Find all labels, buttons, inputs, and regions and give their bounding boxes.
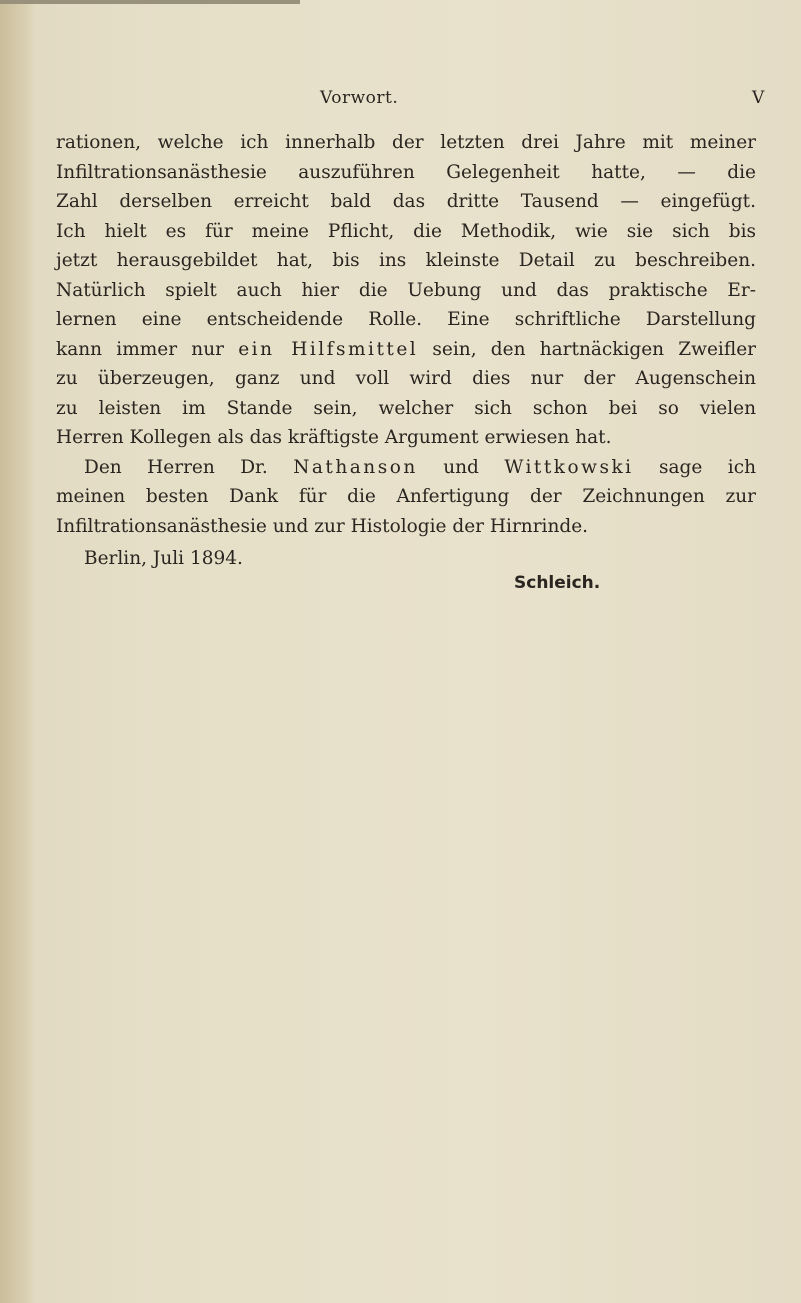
top-edge-rule — [0, 0, 300, 4]
text-line-7: lernen eine entscheidende Rolle. Eine schriftliche Darstellung — [56, 309, 756, 330]
signature: Schleich. — [514, 573, 601, 593]
text-line-8-before: kann immer nur — [56, 338, 239, 360]
text-line-6: Natürlich spielt auch hier die Uebung und das praktische Er- — [56, 279, 756, 301]
text-line-9: zu überzeugen, ganz und voll wird dies nur der Augenschein — [56, 368, 756, 389]
text-line-8-after: sein, den hartnäckigen Zweifler — [418, 338, 756, 360]
running-head-title: Vorwort. — [320, 88, 399, 108]
acknowledgement-line-3: Infiltrationsanästhesie und zur Histologie der Hirnrinde. — [56, 515, 589, 537]
emphasis-ein-hilfsmittel: ein Hilfsmittel — [238, 338, 419, 360]
running-head — [0, 88, 801, 112]
ack-after: sage ich — [633, 456, 756, 478]
text-line-4: Ich hielt es für meine Pflicht, die Methodik, wie sie sich bis — [56, 220, 756, 242]
name-wittkowski: Wittkowski — [504, 456, 634, 478]
page-number: V — [752, 88, 765, 108]
text-line-2: Infiltrationsanästhesie auszuführen Gelegenheit hatte, — die — [56, 161, 756, 183]
acknowledgement-line-2: meinen besten Dank für die Anfertigung der Zeichnungen zur — [56, 486, 756, 507]
acknowledgement-line-1 — [56, 453, 756, 483]
text-line-1: rationen, welche ich innerhalb der letzten drei Jahre mit meiner — [56, 132, 756, 153]
ack-mid: und — [417, 456, 505, 478]
text-line-8 — [56, 335, 756, 365]
text-line-5: jetzt herausgebildet hat, bis ins kleinste Detail zu beschreiben. — [56, 250, 756, 271]
dateline: Berlin, Juli 1894. — [84, 548, 243, 569]
body-text — [56, 128, 756, 541]
text-line-3: Zahl derselben erreicht bald das dritte Tausend — eingefügt. — [56, 191, 756, 212]
page-binding-shadow — [0, 0, 36, 1303]
ack-before: Den Herren Dr. — [84, 456, 294, 478]
text-line-11: Herren Kollegen als das kräftigste Argument erwiesen hat. — [56, 427, 612, 448]
text-line-10: zu leisten im Stande sein, welcher sich schon bei so vielen — [56, 397, 756, 419]
name-nathanson: Nathanson — [293, 456, 418, 478]
